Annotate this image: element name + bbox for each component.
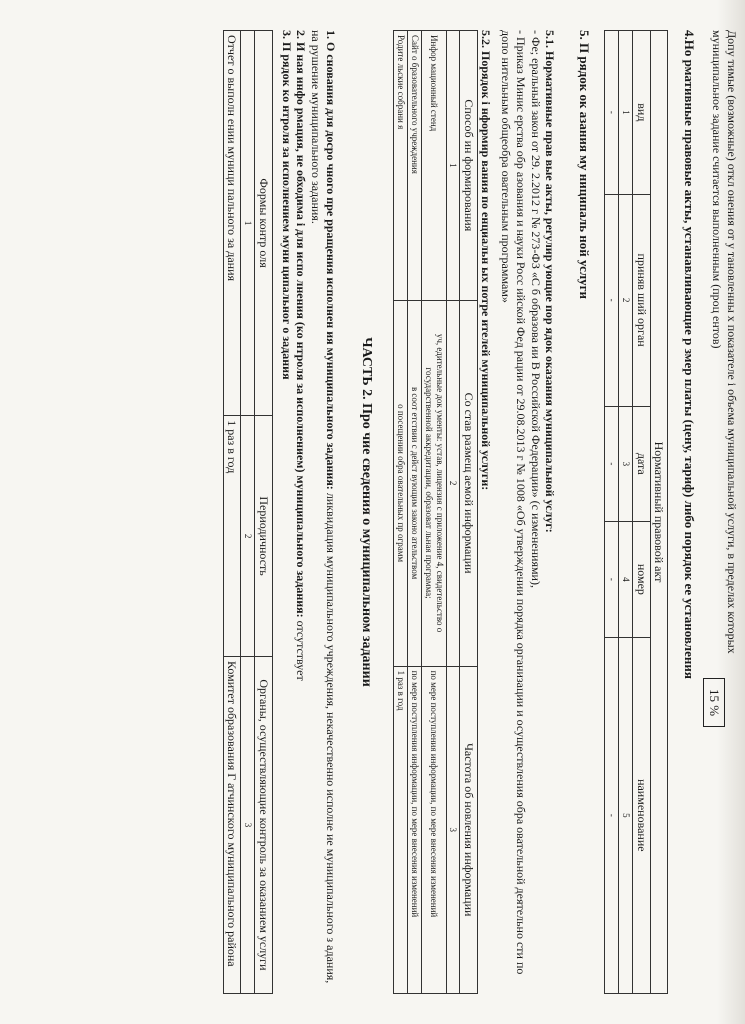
cell-content: о посещении обра овательных пр ограмм [393, 300, 407, 666]
col-authority: приняв ший орган [633, 194, 651, 406]
part2-item2 [294, 30, 309, 994]
column-number-row [619, 31, 633, 994]
cell-empty: - [605, 406, 619, 522]
col-name: наименование [633, 637, 651, 993]
cell-periodicity: 1 раз в год [223, 416, 241, 657]
col-num-2: 2 [446, 300, 460, 666]
cell-frequency: 1 раз в год [393, 666, 407, 993]
table-row [407, 31, 421, 994]
cell-method: Сайт о бразовательного учреждения [407, 31, 421, 301]
column-number-row [241, 31, 255, 994]
cell-content: уч, едительные док ументы: устав, лицензия с приложение 4, свидетельство о государственной аккредитации, образоват льная программа; [421, 300, 446, 666]
part2-item1-label: 1. О снования для досро чного пре рращения исполнен ия муниципального задания: [323, 30, 338, 490]
table-row [421, 31, 446, 994]
col-num-3: 3 [241, 656, 255, 993]
col-num-1: 1 [619, 31, 633, 195]
cell-method: Инфор мационный стенд [421, 31, 446, 301]
col-num-2: 2 [241, 416, 255, 657]
part2-item3-title: 3. П рядок ко нтроля за исполнением муни ципальног о задания [279, 30, 294, 380]
cell-frequency: по мере поступления информации, по мере внесения изменений [407, 666, 421, 993]
header-group: Нормативный правовой акт [650, 31, 668, 994]
section51-title: 5.1. Нормативные прав вые акты, регулир ующие пор ядок оказания муниципальной услуг: [543, 30, 558, 533]
legal-acts-table [604, 30, 668, 994]
table-row [393, 31, 407, 994]
col-method: Способ ин формирования [460, 31, 478, 301]
deviation-text: Допу тимые (возможные) откл онения от у тановленны х показателе і объема муниципальной услуги, в пределах которых муниципальное задание считается выполненным (проц ентов) [710, 30, 739, 654]
table-row [605, 31, 619, 994]
control-table [223, 30, 273, 994]
column-number-row [446, 31, 460, 994]
col-num-5: 5 [619, 637, 633, 993]
part2-item1-text: ликвидация муниципального учреждения, некачественно исполне ие муниципального з адания, на рушение муниципального задания. [308, 30, 338, 984]
part2-item2-text: отсутствует [294, 620, 309, 681]
cell-frequency: по мере поступления информации, по мере внесения изменений [421, 666, 446, 993]
cell-content: в соот етствии с дейст вующим законо ательством [407, 300, 421, 666]
col-num-3: 3 [446, 666, 460, 993]
section51-line2: - Приказ Минис ерства обр азования и науки Росс ийской Фед рации от 29.08.2013 г № 1008 «Об утверждении порядка организации и осуществления обра овательной деятельно сти по допо нительным общеобра овательным программам» [499, 30, 528, 975]
col-date: дата [633, 406, 651, 522]
cell-control-body: Комитет образования Г атчинского муниципального района [223, 656, 241, 993]
col-num-1: 1 [241, 31, 255, 416]
part2-item1 [308, 30, 337, 994]
part2-title: ЧАСТЬ 2. Про чие сведения о муниципальном задании [358, 337, 374, 687]
col-periodicity: Периодичность [255, 416, 273, 657]
col-number: номер [633, 522, 651, 638]
deviation-percent-box: 15 % [703, 678, 725, 727]
col-control-form: Формы контр оля [255, 31, 273, 416]
col-control-body: Органы, осуществляющие контроль за оказанием услуги [255, 656, 273, 993]
section4-title: 4.Но рмативные правовые акты, устанавливающие р змер платы (цену, тариф) либо порядок ее установления [682, 30, 698, 679]
section51-line1: - Фе; еральный закон от 29. 2.2012 г № 273-ФЗ «С б образова ии В Российской Федерации» (с изменениями), [528, 30, 543, 588]
col-num-4: 4 [619, 522, 633, 638]
part2-item2-label: 2. И ная инфо рмация, не обходима і для испо лнения (ко нтроля за исполнением) муниципального задания: [294, 30, 309, 618]
cell-method: Родите льские собрани я [393, 31, 407, 301]
table-row [223, 31, 241, 994]
table-header-row [255, 31, 273, 994]
section52-title: 5.2. Порядок і нформир вания по енциальн ых потре ителей муниципальной услуги: [478, 30, 493, 491]
col-num-3: 3 [619, 406, 633, 522]
cell-empty: - [605, 522, 619, 638]
cell-empty: - [605, 637, 619, 993]
col-num-1: 1 [446, 31, 460, 301]
table-header-row [633, 31, 651, 994]
col-num-2: 2 [619, 194, 633, 406]
cell-empty: - [605, 194, 619, 406]
table-header-row [460, 31, 478, 994]
table-header-group-row [650, 31, 668, 994]
cell-control-form: Отчет о выполн ении муници пального за дания [223, 31, 241, 416]
deviation-block [703, 30, 739, 994]
col-content: Со став размещ аемой информации [460, 300, 478, 666]
section5-title: 5. П рядок ок азания му ниципаль ной услуги [577, 30, 593, 300]
col-type: вид [633, 31, 651, 195]
cell-empty: - [605, 31, 619, 195]
col-frequency: Частота об новления информации [460, 666, 478, 993]
information-table [393, 30, 478, 994]
